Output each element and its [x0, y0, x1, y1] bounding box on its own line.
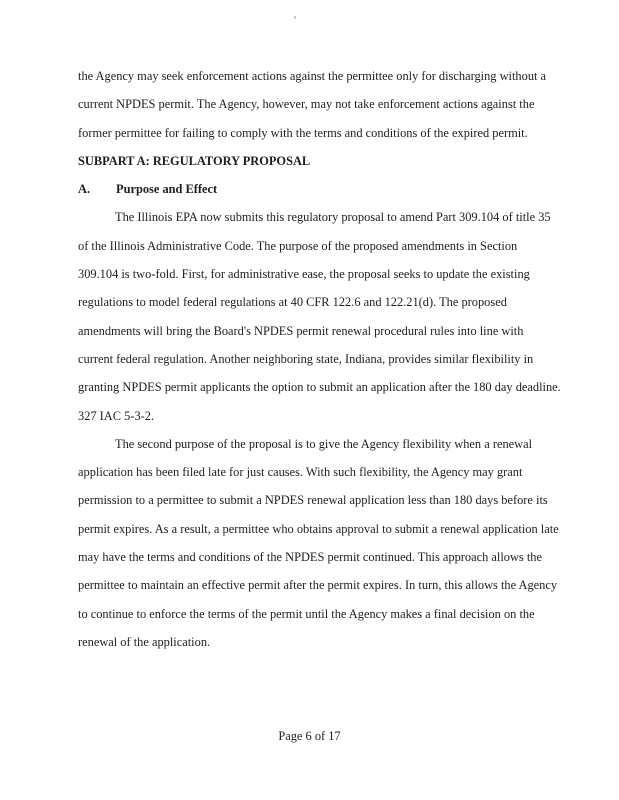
- text-line: renewal of the application.: [78, 634, 211, 649]
- text-line: The Illinois EPA now submits this regulatory proposal to amend Part 309.104 of title 35: [115, 210, 551, 225]
- subpart-heading: SUBPART A: REGULATORY PROPOSAL: [78, 153, 311, 168]
- section-title: Purpose and Effect: [116, 182, 218, 197]
- text-line: granting NPDES permit applicants the option to submit an application after the 180 day deadline.: [78, 380, 561, 395]
- text-line: amendments will bring the Board's NPDES permit renewal procedural rules into line with: [78, 323, 524, 338]
- section-heading: [78, 179, 544, 207]
- document-body: [78, 66, 561, 660]
- text-line: 309.104 is two-fold. First, for administrative ease, the proposal seeks to update the existing: [78, 267, 530, 282]
- continued-paragraph: [78, 66, 547, 151]
- text-line: permit expires. As a result, a permittee who obtains approval to submit a renewal application late: [78, 521, 559, 536]
- text-line: the Agency may seek enforcement actions against the permittee only for discharging without a: [78, 69, 547, 83]
- text-line: may have the terms and conditions of the NPDES permit continued. This approach allows the: [78, 550, 542, 565]
- section-label: A.: [78, 182, 91, 197]
- text-line: permittee to maintain an effective permit after the permit expires. In turn, this allows the Agency: [78, 578, 558, 593]
- paragraph-purpose: [78, 207, 561, 433]
- text-line: current NPDES permit. The Agency, however, may not take enforcement actions against the: [78, 97, 535, 112]
- text-line: regulations to model federal regulations at 40 CFR 122.6 and 122.21(d). The proposed: [78, 295, 507, 310]
- text-line: permission to a permittee to submit a NPDES renewal application less than 180 days before its: [78, 493, 548, 508]
- text-line: of the Illinois Administrative Code. The purpose of the proposed amendments in Section: [78, 238, 518, 253]
- paragraph-second-purpose: [78, 434, 559, 660]
- scan-mark: [294, 16, 296, 19]
- text-line: to continue to enforce the terms of the permit until the Agency makes a final decision on the: [78, 606, 535, 621]
- page-number: Page 6 of 17: [278, 729, 341, 743]
- text-line: The second purpose of the proposal is to give the Agency flexibility when a renewal: [115, 436, 533, 451]
- text-line: application has been filed late for just causes. With such flexibility, the Agency may grant: [78, 465, 523, 480]
- text-line: former permittee for failing to comply with the terms and conditions of the expired permit.: [78, 125, 528, 140]
- text-line: current federal regulation. Another neighboring state, Indiana, provides similar flexibility in: [78, 351, 534, 366]
- text-line: 327 IAC 5-3-2.: [78, 408, 155, 423]
